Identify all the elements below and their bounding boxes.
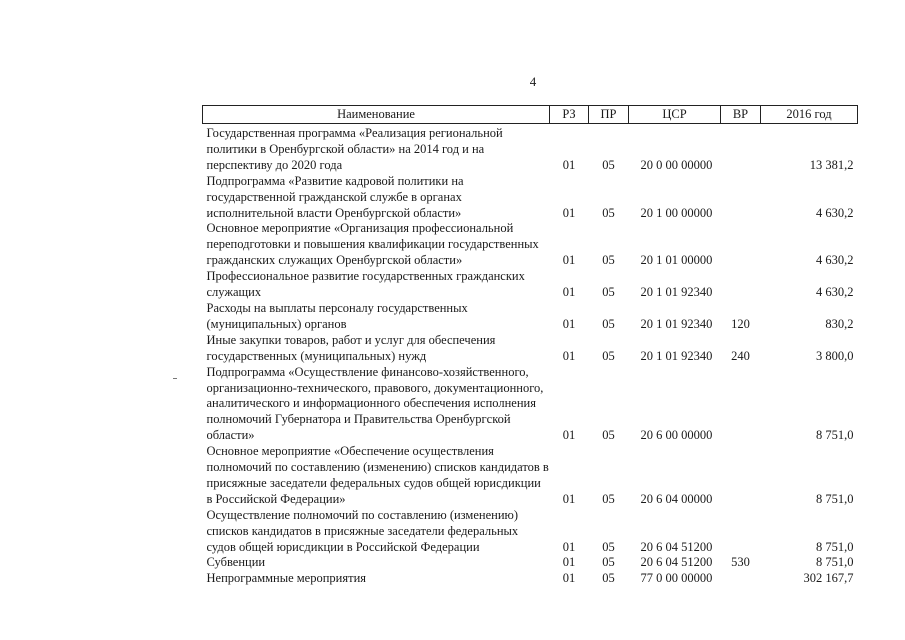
table-header-row [203, 106, 858, 124]
cell-csr: 20 6 00 00000 [640, 428, 713, 443]
cell-vr: 240 [731, 348, 750, 363]
cell-csr: 20 1 01 00000 [640, 253, 713, 268]
cell-vr: 120 [731, 316, 750, 331]
cell-name: Расходы на выплаты персоналу государственных (муниципальных) органов [206, 300, 468, 331]
cell-name: Основное мероприятие «Обеспечение осуществления полномочий по составлению (изменению) списков кандидатов в присяжные заседатели федеральных судов общей юрисдикции в Российской Федерации» [206, 444, 549, 506]
cell-rz: 01 [562, 555, 576, 570]
table-row [203, 174, 858, 222]
header-pr: ПР [589, 106, 629, 124]
cell-vr: 530 [731, 555, 750, 570]
cell-name: Непрограммные мероприятия [206, 571, 367, 586]
cell-vr [721, 221, 761, 269]
table-row [203, 124, 858, 174]
cell-csr: 20 1 01 92340 [640, 316, 713, 331]
cell-rz: 01 [562, 253, 576, 268]
table-row [203, 508, 858, 556]
cell-vr [721, 571, 761, 587]
cell-amount: 302 167,7 [803, 571, 854, 586]
cell-csr: 20 6 04 00000 [640, 491, 713, 506]
table-row [203, 571, 858, 587]
cell-amount: 4 630,2 [816, 253, 854, 268]
cell-csr: 20 1 01 92340 [640, 348, 713, 363]
cell-amount: 8 751,0 [816, 555, 854, 570]
cell-pr: 05 [602, 205, 615, 220]
cell-rz: 01 [562, 571, 576, 586]
header-name: Наименование [203, 106, 550, 124]
cell-pr: 05 [602, 316, 615, 331]
cell-csr: 20 0 00 00000 [640, 157, 713, 172]
cell-pr: 05 [602, 348, 615, 363]
cell-csr: 20 1 01 92340 [640, 285, 713, 300]
scan-mark [173, 378, 177, 379]
budget-table [202, 105, 858, 587]
cell-vr [721, 508, 761, 556]
header-year: 2016 год [761, 106, 858, 124]
cell-pr: 05 [602, 491, 615, 506]
cell-csr: 20 6 04 51200 [640, 539, 713, 554]
cell-amount: 830,2 [825, 316, 854, 331]
table-row [203, 221, 858, 269]
cell-vr [721, 124, 761, 174]
cell-name: Субвенции [206, 555, 266, 570]
cell-name: Осуществление полномочий по составлению (изменению) списков кандидатов в присяжные заседатели федеральных судов общей юрисдикции в Российской Федерации [206, 507, 519, 554]
cell-name: Профессиональное развитие государственных гражданских служащих [206, 269, 525, 300]
cell-pr: 05 [602, 253, 615, 268]
cell-rz: 01 [562, 539, 576, 554]
page-number: 4 [529, 74, 537, 89]
cell-csr: 77 0 00 00000 [640, 571, 713, 586]
cell-amount: 8 751,0 [816, 539, 854, 554]
cell-rz: 01 [562, 285, 576, 300]
cell-vr [721, 444, 761, 508]
cell-name: Основное мероприятие «Организация профессиональной переподготовки и повышения квалификации государственных гражданских служащих Оренбургской области» [206, 221, 539, 268]
cell-rz: 01 [562, 157, 576, 172]
cell-amount: 8 751,0 [816, 428, 854, 443]
cell-name: Иные закупки товаров, работ и услуг для обеспечения государственных (муниципальных) нужд [206, 332, 496, 363]
cell-pr: 05 [602, 571, 615, 586]
table-row [203, 365, 858, 445]
cell-pr: 05 [602, 285, 615, 300]
header-rz: РЗ [550, 106, 589, 124]
cell-vr [721, 269, 761, 301]
cell-pr: 05 [602, 539, 615, 554]
cell-amount: 13 381,2 [809, 157, 854, 172]
cell-name: Подпрограмма «Развитие кадровой политики на государственной гражданской службе в органах исполнительной власти Оренбургской области» [206, 173, 464, 220]
cell-name: Подпрограмма «Осуществление финансово-хозяйственного, организационно-технического, правового, документационного, аналитического и информационного обеспечения исполнения полномочий Губернатора и Правительства Оренбургской области» [206, 364, 544, 443]
cell-amount: 8 751,0 [816, 491, 854, 506]
cell-amount: 4 630,2 [816, 205, 854, 220]
cell-pr: 05 [602, 157, 615, 172]
table-row [203, 555, 858, 571]
cell-name: Государственная программа «Реализация региональной политики в Оренбургской области» на 2014 год и на перспективу до 2020 года [206, 126, 503, 172]
cell-rz: 01 [562, 348, 576, 363]
cell-amount: 4 630,2 [816, 285, 854, 300]
table-row [203, 444, 858, 508]
cell-pr: 05 [602, 428, 615, 443]
header-vr: ВР [721, 106, 761, 124]
table-row [203, 269, 858, 301]
cell-rz: 01 [562, 491, 576, 506]
cell-vr [721, 365, 761, 445]
cell-pr: 05 [602, 555, 615, 570]
cell-rz: 01 [562, 205, 576, 220]
cell-amount: 3 800,0 [816, 348, 854, 363]
cell-vr [721, 174, 761, 222]
cell-csr: 20 6 04 51200 [640, 555, 713, 570]
header-csr: ЦСР [629, 106, 721, 124]
table-row [203, 333, 858, 365]
cell-rz: 01 [562, 428, 576, 443]
table-row [203, 301, 858, 333]
cell-csr: 20 1 00 00000 [640, 205, 713, 220]
cell-rz: 01 [562, 316, 576, 331]
